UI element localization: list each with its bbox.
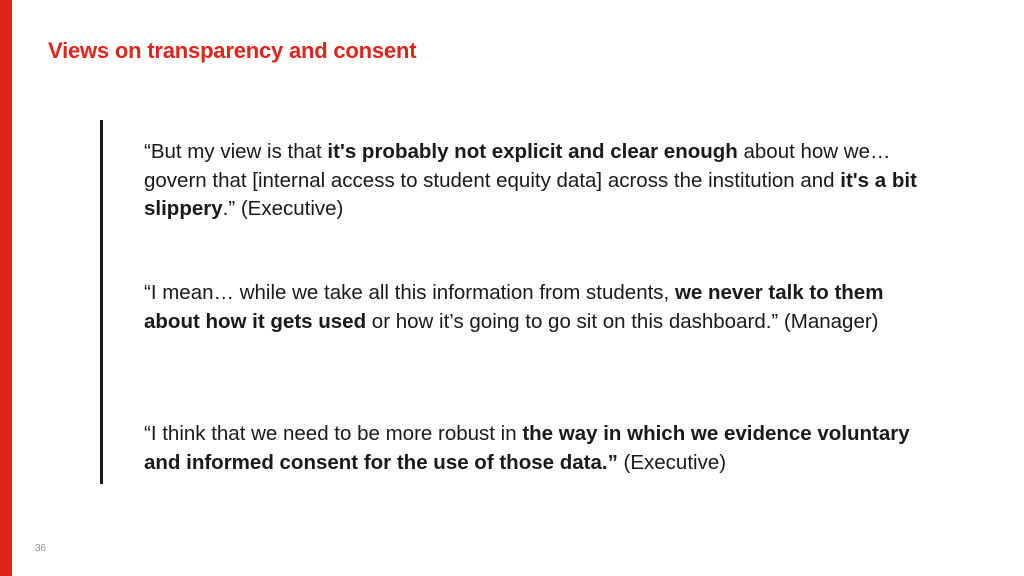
quote-emphasis: the way in which we evidence voluntary and informed consent for the use of those data.” <box>144 422 910 474</box>
quote-emphasis: we never talk to them about how it gets used <box>144 281 884 333</box>
quote-text: about how we… govern that [internal access to student equity data] across the institution and <box>144 140 891 192</box>
quote-divider-line <box>100 120 103 484</box>
quote-attribution: or how it’s going to go sit on this dashboard.” (Manager) <box>366 309 879 333</box>
quote-manager-usage <box>144 279 924 336</box>
page-number: 36 <box>35 543 47 554</box>
quote-attribution: .” (Executive) <box>222 197 344 220</box>
accent-bar <box>0 0 12 576</box>
quote-executive-transparency <box>144 138 924 224</box>
quote-text: “I think that we need to be more robust in <box>144 422 523 445</box>
quote-emphasis: it's a bit slippery <box>144 168 917 220</box>
quote-text: “But my view is that <box>144 140 328 163</box>
quote-attribution: (Executive) <box>617 450 727 474</box>
quote-emphasis: it's probably not explicit and clear enough <box>327 140 738 163</box>
slide-title: Views on transparency and consent <box>48 38 417 63</box>
quote-executive-consent <box>144 420 924 477</box>
quote-text: “I mean… while we take all this information from students, <box>144 281 675 304</box>
